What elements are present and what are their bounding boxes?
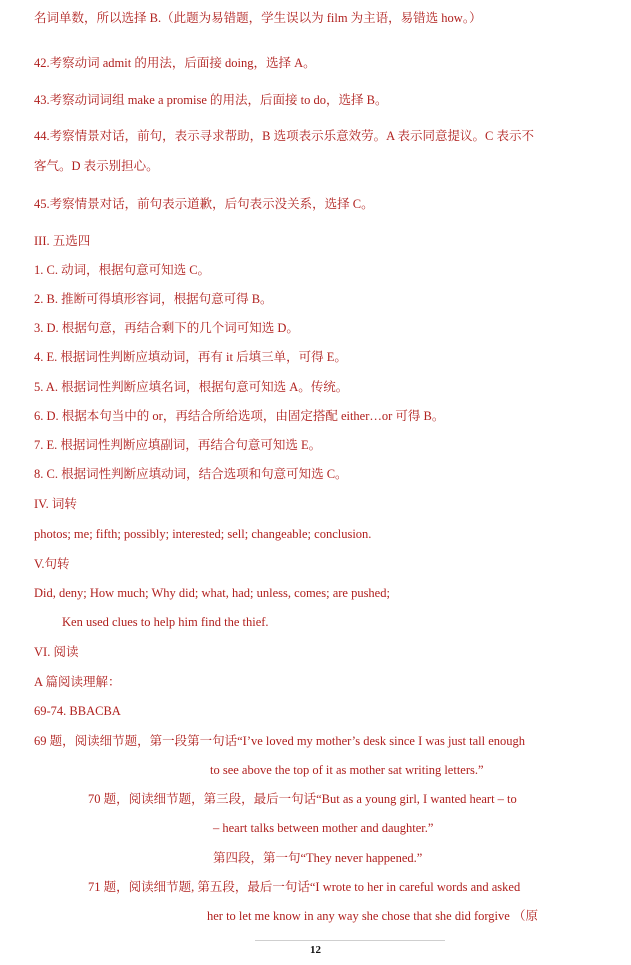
answer-line: Did, deny; How much; Why did; what, had; unless, comes; are pushed; — [34, 586, 390, 600]
answer-line: 69-74. BBACBA — [34, 704, 121, 718]
answer-line: photos; me; fifth; possibly; interested; sell; changeable; conclusion. — [34, 527, 372, 541]
answer-line: 1. C. 动词，根据句意可知选 C。 — [34, 263, 211, 277]
text-line: 第四段，第一句“They never happened.” — [213, 851, 423, 865]
answer-line: 6. D. 根据本句当中的 or，再结合所给选项，由固定搭配 either…or 可得 B。 — [34, 409, 445, 423]
text-line: her to let me know in any way she chose that she did forgive （原 — [207, 909, 538, 923]
section-heading: IV. 词转 — [34, 497, 77, 511]
section-heading: VI. 阅读 — [34, 645, 79, 659]
section-heading: III. 五选四 — [34, 234, 91, 248]
text-line: 名词单数，所以选择 B.（此题为易错题，学生误以为 film 为主语，易错选 how。） — [34, 11, 482, 25]
text-line: 70 题，阅读细节题，第三段，最后一句话“But as a young girl, I wanted heart – to — [88, 792, 517, 806]
footer-divider — [255, 940, 445, 941]
page-number: 12 — [310, 944, 321, 956]
text-line: – heart talks between mother and daughter.” — [213, 821, 434, 835]
text-line: 45.考察情景对话，前句表示道歉，后句表示没关系，选择 C。 — [34, 197, 374, 211]
answer-line: 3. D. 根据句意，再结合剩下的几个词可知选 D。 — [34, 321, 299, 335]
text-line: 43.考察动词词组 make a promise 的用法，后面接 to do，选择 B。 — [34, 93, 388, 107]
answer-line: 5. A. 根据词性判断应填名词，根据句意可知选 A。传统。 — [34, 380, 349, 394]
answer-line: 4. E. 根据词性判断应填动词，再有 it 后填三单，可得 E。 — [34, 350, 347, 364]
answer-line: 8. C. 根据词性判断应填动词，结合选项和句意可知选 C。 — [34, 467, 348, 481]
subsection-heading: A 篇阅读理解： — [34, 675, 121, 689]
text-line: to see above the top of it as mother sat writing letters.” — [210, 763, 484, 777]
answer-line: 7. E. 根据词性判断应填副词，再结合句意可知选 E。 — [34, 438, 322, 452]
answer-line: Ken used clues to help him find the thief. — [62, 615, 269, 629]
text-line: 71 题，阅读细节题, 第五段，最后一句话“I wrote to her in careful words and asked — [88, 880, 521, 894]
text-line: 69 题，阅读细节题，第一段第一句话“I’ve loved my mother’s desk since I was just tall enough — [34, 734, 526, 748]
text-line: 客气。D 表示别担心。 — [34, 159, 159, 173]
answer-line: 2. B. 推断可得填形容词，根据句意可得 B。 — [34, 292, 273, 306]
text-line: 42.考察动词 admit 的用法，后面接 doing，选择 A。 — [34, 56, 316, 70]
text-line: 44.考察情景对话，前句，表示寻求帮助，B 选项表示乐意效劳。A 表示同意提议。C 表示不 — [34, 129, 535, 143]
section-heading: V.句转 — [34, 557, 70, 571]
